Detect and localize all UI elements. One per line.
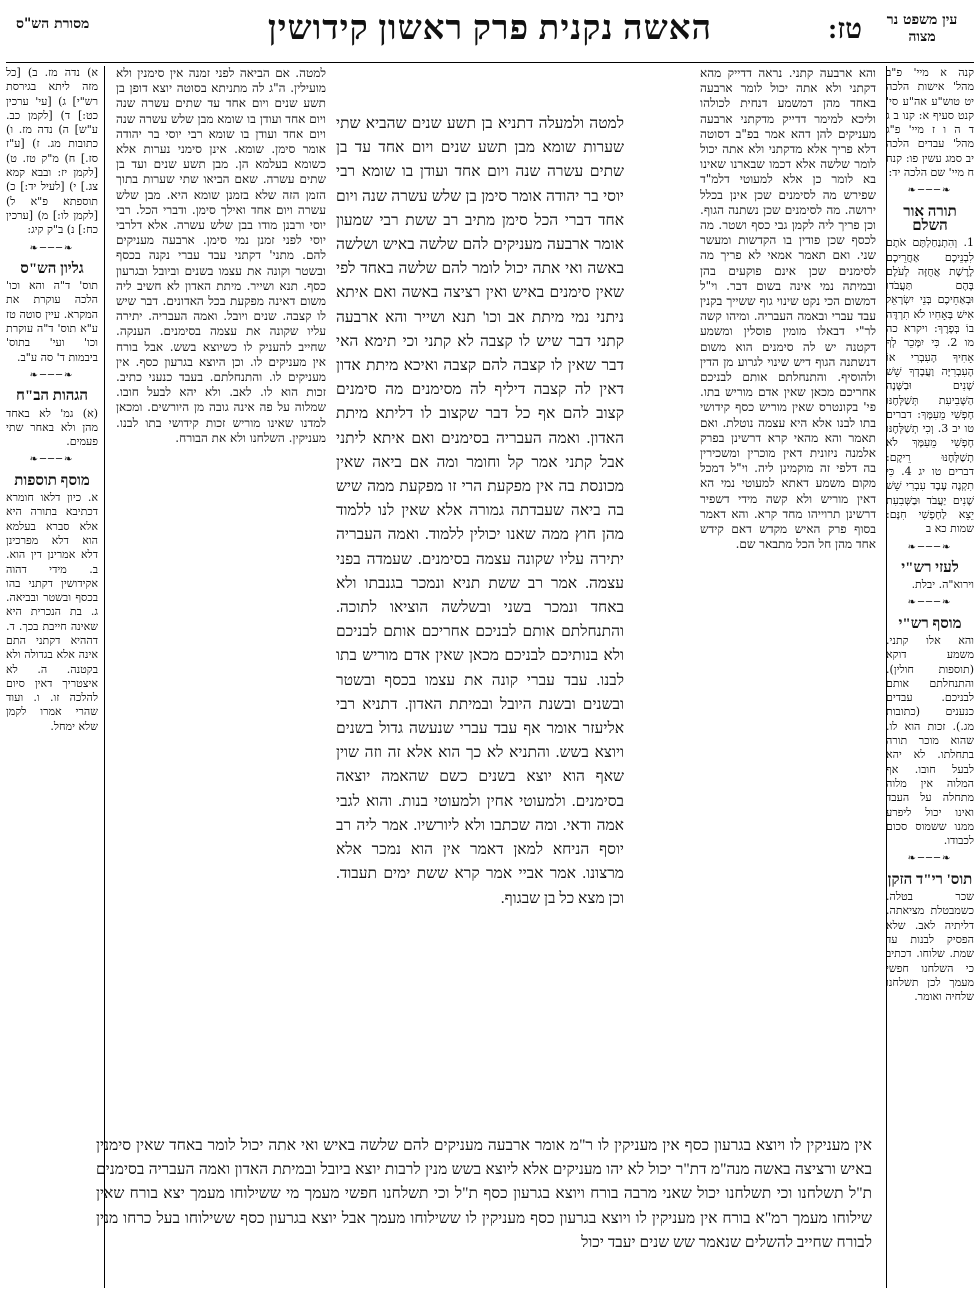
- page-title: האשה נקנית פרק ראשון קידושין: [267, 10, 713, 47]
- tosafot-rid-title: תוס' רי"ד הזקן: [887, 871, 973, 888]
- ein-mishpat-text: קנה א מיי' פ"ב מהל' אישות הלכה יט טוש"ע אה"ע סי' קנט סעיף א: קנו ב ג ד ה ו ז מיי' פ"ג מהל' עבדים הלכה יב סמג עשין פו: קנח ח מיי' שם הלכה יד:: [886, 66, 974, 180]
- haghot-habach-text: (א) גמ' לא באחד מהן ולא באחר שתי פעמים.: [6, 406, 98, 449]
- musaf-tosafot-title: מוסף תוספות: [14, 472, 90, 489]
- musaf-tosafot-text: א. כיון דלאו חומרא דכתיבא בתורה היא אלא סברא בעלמא הוא דלא מפרכינן דלא אמרינן דין הוא. ב. מידי דהוה אקידושין דקתני בהו בכסף ובשטר ובביאה. ג. בת הנכרית היא שאינה חייבת בכך. ד. דההיא דקתני התם אינה אלא בגדולה ולא בקטנה. ה. לא איצטריך דאין סיום להלכה זו. ו. ועוד שהרי אמרו לקמן שלא ימחל.: [6, 491, 98, 733]
- ornament-divider: ❧───❧: [907, 541, 953, 553]
- musaf-rashi-title: מוסף רש"י: [898, 615, 962, 632]
- ornament-divider: ❧───❧: [907, 853, 953, 865]
- rashi-text: למטה. אם הביאה לפני זמנה אין סימנין ולא מועילין. ה"ג לה מתניתא בסוטה יוצא דופן בן תשע שנים ויום אחד עד שתים עשרה שנה ויום אחד ועודן בו שומא מבן שלש עשרה שנה ויום אחד ועודן בו שומא רבי יוסי בר יהודה אומר סימן. שומא. אינן סימני נערות אלא כשומא בעלמא הן. מבן תשע שנים ועד בן שתים עשרה. שאם הביאו שתי שערות בתוך הזמן הזה שלא בזמנן שומא היא. מבן שלש עשרה ויום אחד ואילך סימן. ודברי הכל. רבי יוסי ורבנן מודו בבן שלש עשרה. אלא דלרבי יוסי לפני זמנן נמי סימן. ארבעה מעניקים להם. מתני' דקתני עבד עברי נקנה בכסף ובשטר וקונה את עצמו בשנים וביובל ובגרעון כסף. תנא ושייר. מיתת האדון לא חשיב ליה משום דאינה מפקעת בכל האדונים. דבר שיש לו קצבה. שנים ויובל. ואמה העבריה. יתירה עליו שקונה את עצמה בסימנים. הענקה. שחייב להעניק לו כשיוצא בשש. אבל בורח אין מעניקים לו. וכן היוצא בגרעון כסף. אין מעניקים לו. והתנחלתם. בעבד כנעני כתיב. זכות הוא לו. לאב. ולא יהא לבעל חובו. שמלוה על פה אינה גובה מן היורשים. ומכאן למדנו שאינו מוריש זכות קידושי בתו לבנו. מעניקין. השלחנו ולא את הבורח.: [116, 66, 326, 445]
- gemara-main-column: [336, 112, 624, 1128]
- ornament-divider: ❧───❧: [29, 242, 75, 254]
- rashi-column: [116, 66, 326, 1128]
- ornament-divider: ❧───❧: [907, 597, 953, 609]
- ein-mishpat-heading: עין משפט נר מצוה: [886, 12, 958, 45]
- column-divider: [886, 66, 887, 1288]
- ornament-divider: ❧───❧: [29, 369, 75, 381]
- header-rule: [6, 62, 974, 63]
- masoret-heading: מסורת הש"ס: [16, 16, 90, 32]
- gemara-bottom-block: [96, 1134, 872, 1284]
- masoret-column: [6, 66, 98, 1288]
- musaf-rashi-text: והא אלו קתני. משמע דוקא (תוספות חולין). והתנחלתם אותם לבניכם. עבדים כנענים (כתובות מג.). זכות הוא לו. שהוא מוכר תורה בתחלתו. לא יהא לבעל חובו. אף המלוה אין מלוה מתחלה על העבד ואינו יכול ליפרע ממנו ששמוס סכום לכבודו.: [886, 633, 974, 848]
- masoret-text: א) נדה מז. ב) [כל מזה ליתא בגירסת רש"י] ג) [עי' ערכין כט:] ד) [לקמן כב. ע"ש] ה) נדה מז. ו) כתובות מג. ז) [ע"ז סז.] ח) מ"ק טז. ט) [לקמן יז: ובבא קמא צג.] י) [לעיל יד:] כ) תוספתא פ"א ל) [לקמן לו:] מ) [ערכין כח:] נ) ב"ק קיג:: [6, 66, 98, 237]
- gilyon-hashas-title: גליון הש"ס: [20, 260, 84, 277]
- column-divider: [104, 66, 105, 1288]
- tosafot-rid-text: שכר בטלה. כשמבטלת מציאתה. דליתיה לאב. שלא הפסיק לבנות עד שמת. שלוחו. דכתיב כי השלחנו חפשי מעמך לכן תשלחנו שלחיה ואומר.: [886, 890, 974, 1004]
- ornament-divider: ❧───❧: [907, 185, 953, 197]
- ornament-divider: ❧───❧: [29, 454, 75, 466]
- ein-mishpat-column: [886, 66, 974, 1288]
- laaz-rashi-text: וירוא"ה. יבלת.: [911, 578, 974, 592]
- haghot-habach-title: הגהות הב"ח: [15, 388, 88, 405]
- daf-number: טז:: [827, 14, 862, 45]
- page-header: [6, 6, 974, 62]
- laaz-rashi-title: לעזי רש"י: [901, 559, 959, 576]
- gemara-bottom-text: אין מעניקין לו ויוצא בגרעון כסף אין מעניקין לו ר"מ אומר ארבעה מעניקים להם שלשה באיש ואי אתה יכול לומר באחד שאין סימנין באיש ורציצה באשה מנה"מ דת"ר יכול לא יהו מעניקים אלא ליוצא בשש מנין לרבות יוצא ביובל ובמיתת האדון ואמה העבריה בסימנים ת"ל תשלחנו וכי תשלחנו יכול שאני מרבה בורח ויוצא בגרעון כסף ת"ל וכי תשלחנו חפשי מעמך מי ששילוחו מעמך יצא בורח שאין שילוחו מעמך רמ"א בורח אין מעניקין לו ויוצא בגרעון כסף מעניקין לו ששילוחו מעמך אבל יוצא בגרעון כסף ששילוחו בעל כרחו מנין לבורח שחייב להשלים שנאמר שש שנים יעבד יכול: [96, 1137, 872, 1251]
- torah-or-text: 1. וְהִתְנַחַלְתֶּם אֹתָם לִבְנֵיכֶם אַחֲרֵיכֶם לָרֶשֶׁת אֲחֻזָּה לְעֹלָם בָּהֶם תַּעֲבֹדוּ וּבְאַחֵיכֶם בְּנֵי יִשְׂרָאֵל אִישׁ בְּאָחִיו לֹא תִרְדֶּה בוֹ בְּפָרֶךְ: ויקרא כה מו 2. כִּי יִמָּכֵר לְךָ אָחִיךָ הָעִבְרִי אוֹ הָעִבְרִיָּה וַעֲבָדְךָ שֵׁשׁ שָׁנִים וּבַשָּׁנָה הַשְּׁבִיעִת תְּשַׁלְּחֶנּוּ חָפְשִׁי מֵעִמָּךְ: דברים טו יב 3. וְכִי תְשַׁלְּחֶנּוּ חָפְשִׁי מֵעִמָּךְ לֹא תְשַׁלְּחֶנּוּ רֵיקָם: דברים טו יג 4. כִּי תִקְנֶה עֶבֶד עִבְרִי שֵׁשׁ שָׁנִים יַעֲבֹד וּבַשְּׁבִעִת יֵצֵא לַחָפְשִׁי חִנָּם: שמות כא ב: [886, 236, 974, 536]
- gilyon-hashas-text: תוס' ד"ה והא וכו' הלכה עוקרת את המקרא. עיין סוטה טז ע"א תוס' ד"ה עוקרת וכו' ועי' בתוס' ביבמות ד' סה ע"ב.: [6, 279, 98, 364]
- tosafot-text: והא ארבעה קתני. נראה דדייק מהא דקתני ולא אתה יכול לומר ארבעה באחד מהן דמשמע דנחית לכולהו וליכא למימר דדייק מדקתני ארבעה מעניקים להן דהא אמר בפ"ב דסוטה דלא פריך אלא מדקתני ולא אתה יכול לומר שלשה אלא דכמו שבארנו שאינו בא לומר כן אלא למעוטי דלמ"ד שפירש מה לסימנים שכן אינן בכלל ירושה. מה לסימנים שכן נשתנה הגוף. וכן פריך ליה לקמן גבי כסף ושטר. מה לכסף שכן פודין בו הקדשות ומעשר שני. ואם תאמר אמאי לא פריך מה לסימנים שכן אינם פוקעים בהן ובמיתה נמי אינה בשום דבר. וי"ל דמשום הכי נקט שינוי גוף ששייך בקנין עבד עברי ובאמה העבריה. ומיהו קשה לר"י דבאלו מומין פוסלין ומשמע דקטנה יש לה סימנים הוא משום דנשתנה הגוף דיש שינוי לגרוע מן הדין ולהוסיף. והתנחלתם אותם לבניכם אחריכם מכאן שאין אדם מוריש בתו. פי' בקונטרס שאין מוריש כסף קידושי בתו לבנו אלא היא עצמה נוטלת. ואם תאמר והא מהאי קרא דרשינן בפרק אלמנה ניזונית דאין מוכרין ומשכירין בה דלפי זה מוקמינן ליה. וי"ל דמכל מקום משמע דאתא למעוטי נמי הא דאין מוריש ולא קשה מידי דשפיר דרשינן תרוייהו מחד קרא. והא דאמר בסוף פרק האיש מקדש דאם קידש אחד מהן חל הכל מתבאר שם.: [700, 66, 876, 552]
- tosafot-column: [700, 66, 876, 1128]
- gemara-text: למטה ולמעלה דתניא בן תשע שנים שהביא שתי שערות שומא מבן תשע שנים ויום אחד עד בן שתים עשרה שנה ויום אחד ועודן בו שומא רבי יוסי בר יהודה אומר סימן בן שלש עשרה שנה ויום אחד דברי הכל סימן מתיב רב ששת רבי שמעון אומר ארבעה מעניקים להם שלשה באיש ושלשה באשה ואי אתה יכול לומר להם שלשה באחד לפי שאין סימנים באיש ואין רציצה באשה ואם איתא ניתני נמי מיתת אב וכו' תנא ושייר והא ארבעה קתני דבר שיש לו קצבה לא קתני וכי תימא האי דבר שאין לו קצבה להם קצבה ואיכא מיתת אדון דאין לה קצבה דיליף לה מסימנים מה סימנים קצוב להם אף כל דבר שקצוב לו דליתא מיתת האדון. ואמה העבריה בסימנים ואם איתא ליתני אבל קתני אמר קל וחומר ומה אם ביאה שאין מכונסת בה אין מפקעת הרי זו מפקעת ממה שיש בה ביאה שעבדתה גמורה אלא שאין לנו ללמוד מהן חוץ ממה שאנו יכולין ללמוד. ואמה העבריה יתירה עליו שקונה עצמה בסימנים. שעמדה בפני עצמה. אמר רב ששת תניא ונמכר בגנבתו ולא באחד ונמכר בשני ובשלשה הוציאו לתוכה. והתנחלתם אותם לבניכם אחריכם אותם לבניכם ולא בנותיכם לבניכם מכאן שאין אדם מוריש בתו לבנו. עבד עברי קונה את עצמו בכסף ובשטר ובשנים ובשנת היובל ובמיתת האדון. דתניא רבי אליעזר אומר אף עבד עברי שנעשה גדול בשנים ויוצא בשש. והתניא לא כך הוא אלא זה וזה שוין שאף הוא יוצא בשנים כשם שהאמה יוצאה בסימנים. ולמעוטי אחין ולמעוטי בנות. והוא לגבי אמה ודאי. ומה שכתבו ולא ליורשיו. אמר ליה רב יוסף הניחא למאן דאמר אין הוא נמכר אלא מרצונו. אמר אביי אמר קרא ששת ימים תעבוד. וכן מצא כל בן שבגוף.: [336, 115, 624, 907]
- torah-or-title: תורה אור השלם: [903, 203, 957, 234]
